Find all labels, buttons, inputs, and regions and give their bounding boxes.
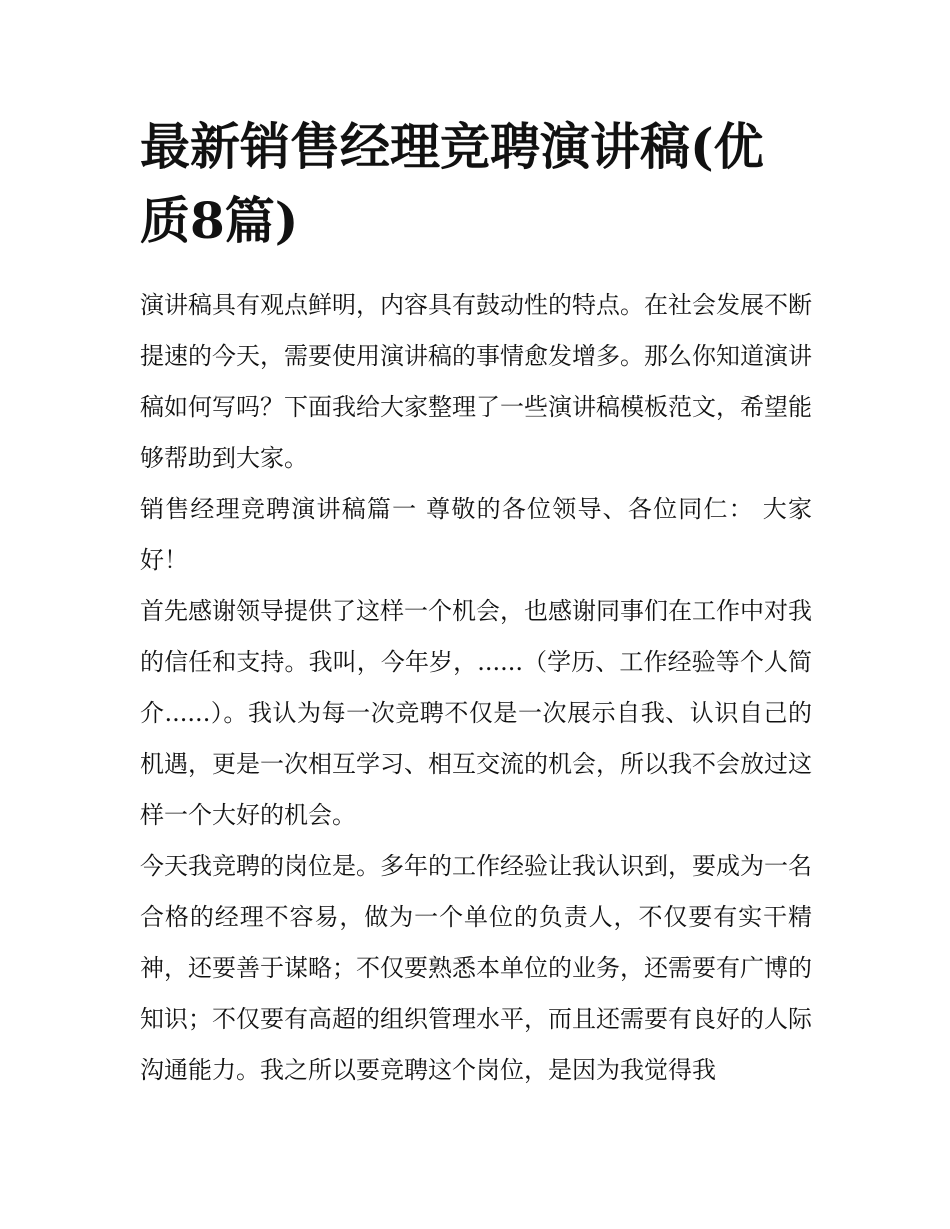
document-page	[140, 110, 812, 1096]
paragraph-intro: 演讲稿具有观点鲜明，内容具有鼓动性的特点。在社会发展不断提速的今天，需要使用演讲稿的事情愈发增多。那么你知道演讲稿如何写吗？下面我给大家整理了一些演讲稿模板范文，希望能够帮助到大家。	[140, 291, 812, 472]
paragraph-self-introduction: 首先感谢领导提供了这样一个机会，也感谢同事们在工作中对我的信任和支持。我叫，今年岁，......（学历、工作经验等个人简介......）。我认为每一次竞聘不仅是一次展示自我、认识自己的机遇，更是一次相互学习、相互交流的机会，所以我不会放过这样一个大好的机会。	[140, 597, 812, 829]
document-body	[140, 280, 812, 1096]
paragraph-greeting: 销售经理竞聘演讲稿篇一 尊敬的各位领导、各位同仁： 大家好！	[140, 495, 812, 574]
document-title: 最新销售经理竞聘演讲稿(优质8篇)	[140, 117, 764, 250]
paragraph-position: 今天我竞聘的岗位是。多年的工作经验让我认识到，要成为一名合格的经理不容易，做为一个单位的负责人，不仅要有实干精神，还要善于谋略；不仅要熟悉本单位的业务，还需要有广博的知识；不仅要有高超的组织管理水平，而且还需要有良好的人际沟通能力。我之所以要竞聘这个岗位，是因为我觉得我	[140, 852, 812, 1084]
